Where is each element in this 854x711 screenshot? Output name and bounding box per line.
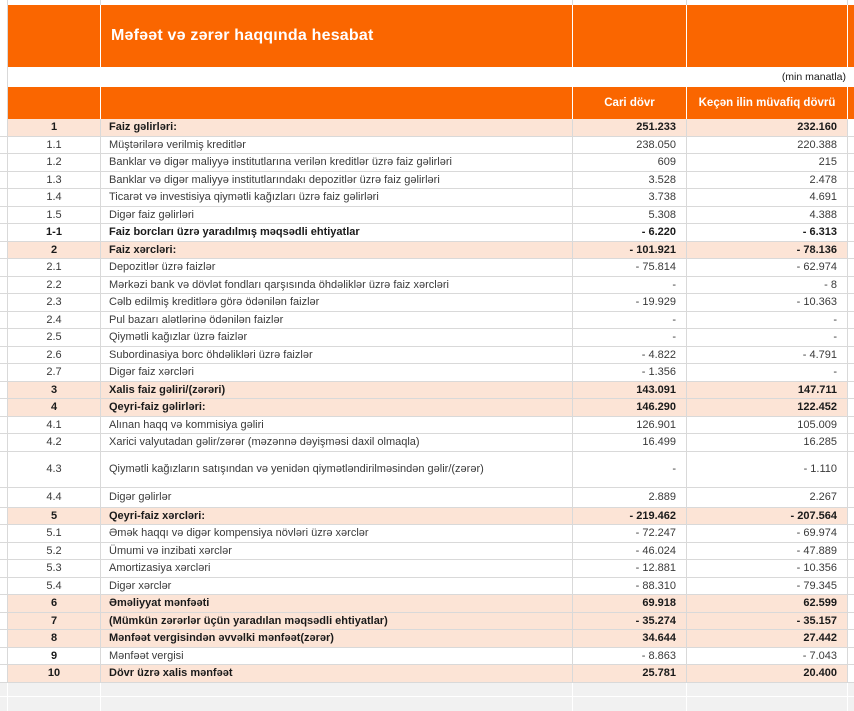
current-period-value: 126.901 xyxy=(573,417,687,434)
gutter-cell xyxy=(0,207,8,224)
gutter-cell xyxy=(0,417,8,434)
current-period-value: - 4.822 xyxy=(573,347,687,364)
previous-period-value: - 4.791 xyxy=(687,347,848,364)
empty-cell xyxy=(848,67,854,87)
current-period-value: - 35.274 xyxy=(573,613,687,630)
gutter-cell xyxy=(0,137,8,154)
row-label: Pul bazarı alətlərinə ödənilən faizlər xyxy=(101,312,573,329)
empty-cell xyxy=(101,67,573,87)
row-label: Qeyri-faiz xərcləri: xyxy=(101,508,573,525)
row-label: Faiz borcları üzrə yaradılmış məqsədli ehtiyatlar xyxy=(101,224,573,241)
gutter-cell xyxy=(0,697,8,711)
empty-cell xyxy=(573,683,687,696)
current-period-value: 143.091 xyxy=(573,382,687,399)
current-period-value: - xyxy=(573,312,687,329)
previous-period-value: - 79.345 xyxy=(687,578,848,595)
title-band xyxy=(0,5,854,67)
row-label: Xalis faiz gəliri/(zərəri) xyxy=(101,382,573,399)
right-gutter-cell xyxy=(848,259,854,276)
table-row xyxy=(0,224,854,242)
row-number: 2.4 xyxy=(8,312,101,329)
current-period-value: - xyxy=(573,277,687,294)
row-number: 2.6 xyxy=(8,347,101,364)
current-period-value: - 8.863 xyxy=(573,648,687,665)
row-label: (Mümkün zərərlər üçün yaradılan məqsədli ehtiyatlar) xyxy=(101,613,573,630)
table-row xyxy=(0,119,854,137)
row-number: 1.5 xyxy=(8,207,101,224)
empty-sheet-row xyxy=(0,697,854,711)
gutter-cell xyxy=(0,578,8,595)
table-row xyxy=(0,172,854,190)
previous-period-value: 27.442 xyxy=(687,630,848,647)
current-period-value: 238.050 xyxy=(573,137,687,154)
table-row xyxy=(0,595,854,613)
previous-period-value: - 35.157 xyxy=(687,613,848,630)
right-gutter-cell xyxy=(848,382,854,399)
table-row xyxy=(0,452,854,488)
empty-cell xyxy=(8,683,101,696)
column-header-band xyxy=(0,87,854,119)
row-label: Əməliyyat mənfəəti xyxy=(101,595,573,612)
row-number: 10 xyxy=(8,665,101,682)
current-period-value: 3.738 xyxy=(573,189,687,206)
previous-period-value: - 8 xyxy=(687,277,848,294)
previous-period-value: 20.400 xyxy=(687,665,848,682)
right-gutter-cell xyxy=(848,294,854,311)
gutter-cell xyxy=(0,329,8,346)
units-note: (min manatla) xyxy=(781,71,846,83)
row-label: Banklar və digər maliyyə institutlarındakı depozitlər üzrə faiz gəlirləri xyxy=(101,172,573,189)
row-number: 1 xyxy=(8,119,101,136)
row-number: 4 xyxy=(8,399,101,416)
table-row xyxy=(0,434,854,452)
current-period-header: Cari dövr xyxy=(604,96,655,109)
gutter-cell xyxy=(0,560,8,577)
row-label: Alınan haqq və kommisiya gəliri xyxy=(101,417,573,434)
row-number: 1-1 xyxy=(8,224,101,241)
gutter-cell xyxy=(0,399,8,416)
row-number: 1.3 xyxy=(8,172,101,189)
previous-period-value: 4.691 xyxy=(687,189,848,206)
right-gutter-cell xyxy=(848,207,854,224)
right-gutter-cell xyxy=(848,488,854,507)
row-label: Qeyri-faiz gəlirləri: xyxy=(101,399,573,416)
gutter-cell xyxy=(0,595,8,612)
empty-cell xyxy=(8,67,101,87)
empty-cell xyxy=(687,683,848,696)
row-label: Qiymətli kağızlar üzrə faizlər xyxy=(101,329,573,346)
header-cell-description xyxy=(101,87,573,119)
header-cell-current-period xyxy=(573,87,687,119)
outside-sheet-area xyxy=(0,683,854,711)
gutter-cell xyxy=(0,648,8,665)
row-label: Faiz gəlirləri: xyxy=(101,119,573,136)
row-label: Digər gəlirlər xyxy=(101,488,573,507)
table-row xyxy=(0,560,854,578)
current-period-value: 251.233 xyxy=(573,119,687,136)
gutter-cell xyxy=(0,189,8,206)
right-gutter-cell xyxy=(848,595,854,612)
row-number: 5.2 xyxy=(8,543,101,560)
previous-period-value: - 10.363 xyxy=(687,294,848,311)
row-number: 4.2 xyxy=(8,434,101,451)
empty-cell xyxy=(101,683,573,696)
row-number: 3 xyxy=(8,382,101,399)
row-label: Digər faiz gəlirləri xyxy=(101,207,573,224)
units-cell xyxy=(687,67,848,87)
current-period-value: - 12.881 xyxy=(573,560,687,577)
row-number: 2.2 xyxy=(8,277,101,294)
row-label: Ümumi və inzibati xərclər xyxy=(101,543,573,560)
current-period-value: - xyxy=(573,329,687,346)
row-number: 1.2 xyxy=(8,154,101,171)
row-number: 2 xyxy=(8,242,101,259)
empty-cell xyxy=(848,697,854,711)
table-row xyxy=(0,613,854,631)
gutter-cell xyxy=(0,5,8,67)
units-row xyxy=(0,67,854,87)
table-row xyxy=(0,277,854,295)
title-band-cell xyxy=(687,5,848,67)
current-period-value: - 46.024 xyxy=(573,543,687,560)
title-band-cell xyxy=(101,5,573,67)
header-cell-edge xyxy=(848,87,854,119)
empty-cell xyxy=(573,67,687,87)
current-period-value: 3.528 xyxy=(573,172,687,189)
table-row xyxy=(0,364,854,382)
table-row xyxy=(0,154,854,172)
gutter-cell xyxy=(0,67,8,87)
table-row xyxy=(0,417,854,435)
gutter-cell xyxy=(0,543,8,560)
right-gutter-cell xyxy=(848,224,854,241)
title-band-cell xyxy=(573,5,687,67)
gutter-cell xyxy=(0,224,8,241)
previous-period-value: 215 xyxy=(687,154,848,171)
right-gutter-cell xyxy=(848,399,854,416)
previous-period-header: Keçən ilin müvafiq dövrü xyxy=(698,96,836,109)
previous-period-value: - xyxy=(687,329,848,346)
current-period-value: 25.781 xyxy=(573,665,687,682)
gutter-cell xyxy=(0,312,8,329)
previous-period-value: 105.009 xyxy=(687,417,848,434)
row-number: 5 xyxy=(8,508,101,525)
right-gutter-cell xyxy=(848,665,854,682)
table-row xyxy=(0,137,854,155)
row-label: Dövr üzrə xalis mənfəət xyxy=(101,665,573,682)
header-cell-previous-period xyxy=(687,87,848,119)
empty-cell xyxy=(8,697,101,711)
table-row xyxy=(0,312,854,330)
table-row xyxy=(0,259,854,277)
right-gutter-cell xyxy=(848,329,854,346)
row-label: Banklar və digər maliyyə institutlarına verilən kreditlər üzrə faiz gəlirləri xyxy=(101,154,573,171)
gutter-cell xyxy=(0,382,8,399)
current-period-value: - xyxy=(573,452,687,487)
current-period-value: - 75.814 xyxy=(573,259,687,276)
current-period-value: 146.290 xyxy=(573,399,687,416)
empty-cell xyxy=(101,697,573,711)
row-label: Depozitlər üzrə faizlər xyxy=(101,259,573,276)
previous-period-value: 2.478 xyxy=(687,172,848,189)
table-row xyxy=(0,648,854,666)
row-number: 1.1 xyxy=(8,137,101,154)
right-gutter-cell xyxy=(848,347,854,364)
right-gutter-cell xyxy=(848,434,854,451)
table-body xyxy=(0,119,854,683)
row-label: Digər xərclər xyxy=(101,578,573,595)
table-row xyxy=(0,525,854,543)
empty-sheet-row xyxy=(0,683,854,697)
current-period-value: - 72.247 xyxy=(573,525,687,542)
current-period-value: - 1.356 xyxy=(573,364,687,381)
current-period-value: 5.308 xyxy=(573,207,687,224)
table-row xyxy=(0,543,854,561)
previous-period-value: - xyxy=(687,364,848,381)
row-label: Digər faiz xərcləri xyxy=(101,364,573,381)
empty-cell xyxy=(848,683,854,696)
previous-period-value: - 10.356 xyxy=(687,560,848,577)
previous-period-value: - 62.974 xyxy=(687,259,848,276)
gutter-cell xyxy=(0,452,8,487)
table-row xyxy=(0,294,854,312)
gutter-cell xyxy=(0,259,8,276)
row-number: 4.4 xyxy=(8,488,101,507)
row-number: 4.3 xyxy=(8,452,101,487)
row-number: 9 xyxy=(8,648,101,665)
row-label: Amortizasiya xərcləri xyxy=(101,560,573,577)
previous-period-value: 4.388 xyxy=(687,207,848,224)
right-gutter-cell xyxy=(848,154,854,171)
row-number: 2.5 xyxy=(8,329,101,346)
right-gutter-cell xyxy=(848,242,854,259)
table-row xyxy=(0,508,854,526)
row-label: Subordinasiya borc öhdəlikləri üzrə faizlər xyxy=(101,347,573,364)
row-label: Əmək haqqı və digər kompensiya növləri üzrə xərclər xyxy=(101,525,573,542)
previous-period-value: 122.452 xyxy=(687,399,848,416)
gutter-cell xyxy=(0,683,8,696)
right-gutter-cell xyxy=(848,630,854,647)
table-row xyxy=(0,665,854,683)
current-period-value: 2.889 xyxy=(573,488,687,507)
current-period-value: - 219.462 xyxy=(573,508,687,525)
right-gutter-cell xyxy=(848,277,854,294)
current-period-value: 16.499 xyxy=(573,434,687,451)
row-number: 6 xyxy=(8,595,101,612)
row-number: 1.4 xyxy=(8,189,101,206)
table-row xyxy=(0,382,854,400)
row-label: Mərkəzi bank və dövlət fondları qarşısında öhdəliklər üzrə faiz xərcləri xyxy=(101,277,573,294)
gutter-cell xyxy=(0,277,8,294)
previous-period-value: - 6.313 xyxy=(687,224,848,241)
current-period-value: - 101.921 xyxy=(573,242,687,259)
current-period-value: 34.644 xyxy=(573,630,687,647)
page-title: Məfəət və zərər haqqında hesabat xyxy=(111,27,374,44)
gutter-cell xyxy=(0,242,8,259)
previous-period-value: 232.160 xyxy=(687,119,848,136)
previous-period-value: 16.285 xyxy=(687,434,848,451)
row-number: 2.7 xyxy=(8,364,101,381)
gutter-cell xyxy=(0,347,8,364)
row-label: Xarici valyutadan gəlir/zərər (məzənnə dəyişməsi daxil olmaqla) xyxy=(101,434,573,451)
previous-period-value: 2.267 xyxy=(687,488,848,507)
gutter-cell xyxy=(0,87,8,119)
current-period-value: 609 xyxy=(573,154,687,171)
table-row xyxy=(0,207,854,225)
previous-period-value: - 1.110 xyxy=(687,452,848,487)
right-gutter-cell xyxy=(848,312,854,329)
previous-period-value: 62.599 xyxy=(687,595,848,612)
table-row xyxy=(0,189,854,207)
gutter-cell xyxy=(0,434,8,451)
row-label: Ticarət və investisiya qiymətli kağızları üzrə faiz gəlirləri xyxy=(101,189,573,206)
table-row xyxy=(0,399,854,417)
table-row xyxy=(0,578,854,596)
row-number: 2.1 xyxy=(8,259,101,276)
right-gutter-cell xyxy=(848,364,854,381)
gutter-cell xyxy=(0,172,8,189)
table-row xyxy=(0,630,854,648)
current-period-value: - 19.929 xyxy=(573,294,687,311)
right-gutter-cell xyxy=(848,578,854,595)
empty-cell xyxy=(687,697,848,711)
table-row xyxy=(0,242,854,260)
previous-period-value: - 47.889 xyxy=(687,543,848,560)
right-gutter-cell xyxy=(848,119,854,136)
row-number: 8 xyxy=(8,630,101,647)
row-number: 2.3 xyxy=(8,294,101,311)
row-number: 4.1 xyxy=(8,417,101,434)
previous-period-value: 147.711 xyxy=(687,382,848,399)
right-gutter-cell xyxy=(848,172,854,189)
table-row xyxy=(0,488,854,508)
right-gutter-cell xyxy=(848,137,854,154)
empty-cell xyxy=(573,697,687,711)
current-period-value: 69.918 xyxy=(573,595,687,612)
row-label: Faiz xərcləri: xyxy=(101,242,573,259)
title-band-cell xyxy=(848,5,854,67)
gutter-cell xyxy=(0,525,8,542)
gutter-cell xyxy=(0,665,8,682)
row-label: Müştərilərə verilmiş kreditlər xyxy=(101,137,573,154)
row-label: Mənfəət vergisi xyxy=(101,648,573,665)
right-gutter-cell xyxy=(848,189,854,206)
right-gutter-cell xyxy=(848,543,854,560)
table-row xyxy=(0,347,854,365)
previous-period-value: 220.388 xyxy=(687,137,848,154)
right-gutter-cell xyxy=(848,648,854,665)
table-row xyxy=(0,329,854,347)
row-number: 5.4 xyxy=(8,578,101,595)
row-number: 7 xyxy=(8,613,101,630)
row-label: Qiymətli kağızların satışından və yenidən qiymətləndirilməsindən gəlir/(zərər) xyxy=(101,452,573,487)
row-number: 5.1 xyxy=(8,525,101,542)
previous-period-value: - 78.136 xyxy=(687,242,848,259)
right-gutter-cell xyxy=(848,417,854,434)
right-gutter-cell xyxy=(848,452,854,487)
gutter-cell xyxy=(0,119,8,136)
gutter-cell xyxy=(0,154,8,171)
gutter-cell xyxy=(0,364,8,381)
gutter-cell xyxy=(0,508,8,525)
gutter-cell xyxy=(0,294,8,311)
title-band-cell xyxy=(8,5,101,67)
gutter-cell xyxy=(0,488,8,507)
current-period-value: - 88.310 xyxy=(573,578,687,595)
right-gutter-cell xyxy=(848,613,854,630)
right-gutter-cell xyxy=(848,525,854,542)
previous-period-value: - 207.564 xyxy=(687,508,848,525)
previous-period-value: - xyxy=(687,312,848,329)
row-label: Mənfəət vergisindən əvvəlki mənfəət(zərər) xyxy=(101,630,573,647)
row-number: 5.3 xyxy=(8,560,101,577)
previous-period-value: - 7.043 xyxy=(687,648,848,665)
gutter-cell xyxy=(0,630,8,647)
previous-period-value: - 69.974 xyxy=(687,525,848,542)
row-label: Cəlb edilmiş kreditlərə görə ödənilən faizlər xyxy=(101,294,573,311)
header-cell-number xyxy=(8,87,101,119)
right-gutter-cell xyxy=(848,560,854,577)
gutter-cell xyxy=(0,613,8,630)
current-period-value: - 6.220 xyxy=(573,224,687,241)
right-gutter-cell xyxy=(848,508,854,525)
